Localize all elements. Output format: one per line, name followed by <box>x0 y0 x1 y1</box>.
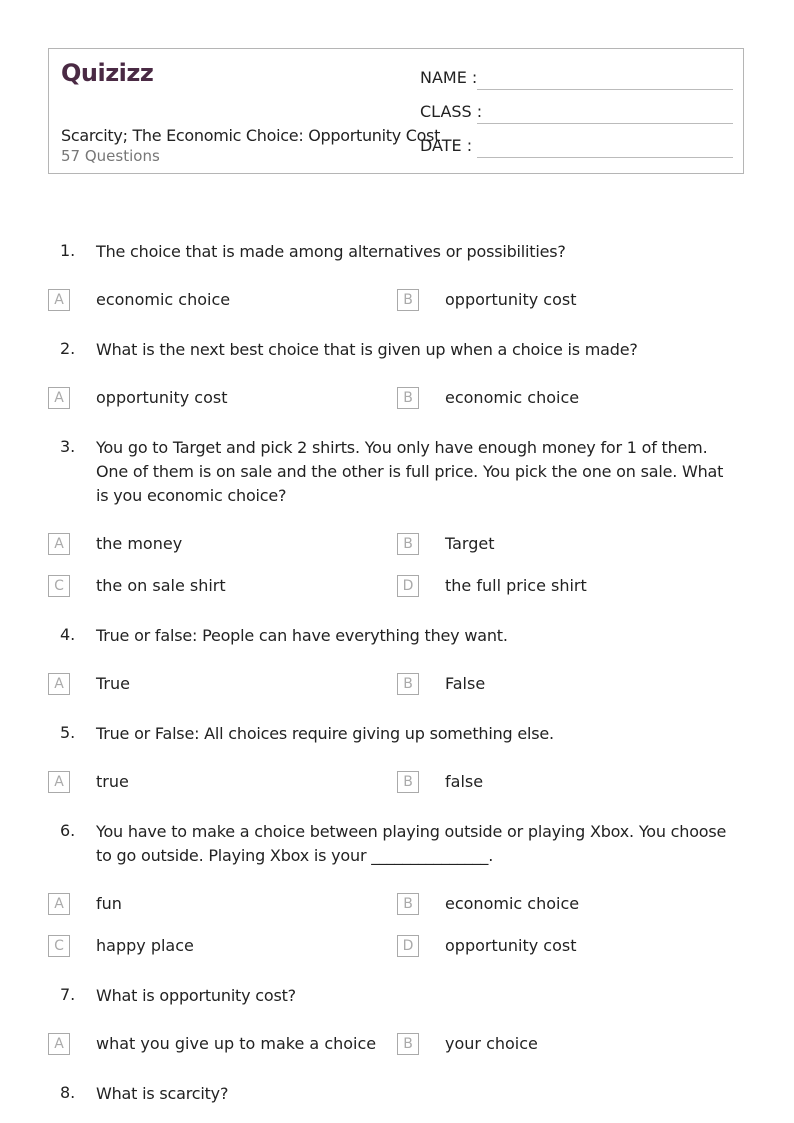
option-box-d[interactable]: D <box>397 935 419 957</box>
option-box-a[interactable]: A <box>48 289 70 311</box>
question-text: What is scarcity? <box>96 1084 229 1103</box>
question-text: What is the next best choice that is given up when a choice is made? <box>96 340 638 359</box>
option-text: opportunity cost <box>445 290 577 309</box>
option-text: the full price shirt <box>445 576 587 595</box>
option-box-b[interactable]: B <box>397 1033 419 1055</box>
option-text: opportunity cost <box>445 936 577 955</box>
question-number: 2. <box>60 339 76 358</box>
option-text: opportunity cost <box>96 388 228 407</box>
question-count: 57 Questions <box>61 147 160 165</box>
question-number: 4. <box>60 625 76 644</box>
option-text: Target <box>445 534 495 553</box>
option-text: fun <box>96 894 122 913</box>
worksheet-header <box>48 48 744 174</box>
option-text: economic choice <box>445 894 580 913</box>
option-box-b[interactable]: B <box>397 289 419 311</box>
option-text: your choice <box>445 1034 538 1053</box>
option-box-a[interactable]: A <box>48 673 70 695</box>
option-box-a[interactable]: A <box>48 533 70 555</box>
question-number: 1. <box>60 241 76 260</box>
option-text: the on sale shirt <box>96 576 226 595</box>
option-box-b[interactable]: B <box>397 893 419 915</box>
question-text: True or false: People can have everything they want. <box>96 626 508 645</box>
class-label: CLASS : <box>420 102 483 121</box>
option-text: happy place <box>96 936 194 955</box>
option-box-a[interactable]: A <box>48 1033 70 1055</box>
option-box-a[interactable]: A <box>48 893 70 915</box>
class-line[interactable] <box>477 123 733 124</box>
option-box-b[interactable]: B <box>397 771 419 793</box>
option-box-b[interactable]: B <box>397 387 419 409</box>
option-text: the money <box>96 534 183 553</box>
question-text: The choice that is made among alternatives or possibilities? <box>96 242 566 261</box>
option-box-c[interactable]: C <box>48 575 70 597</box>
worksheet-title: Scarcity; The Economic Choice: Opportunity Cost <box>61 126 441 145</box>
option-box-d[interactable]: D <box>397 575 419 597</box>
question-number: 5. <box>60 723 76 742</box>
name-line[interactable] <box>477 89 733 90</box>
option-text: True <box>96 674 130 693</box>
option-text: false <box>445 772 484 791</box>
name-label: NAME : <box>420 68 478 87</box>
option-box-a[interactable]: A <box>48 387 70 409</box>
date-label: DATE : <box>420 136 473 155</box>
question-number: 8. <box>60 1083 76 1102</box>
option-box-c[interactable]: C <box>48 935 70 957</box>
option-text: economic choice <box>445 388 580 407</box>
option-text: economic choice <box>96 290 231 309</box>
option-box-b[interactable]: B <box>397 533 419 555</box>
question-text: What is opportunity cost? <box>96 986 296 1005</box>
option-text: False <box>445 674 486 693</box>
question-number: 6. <box>60 821 76 840</box>
option-box-a[interactable]: A <box>48 771 70 793</box>
question-number: 7. <box>60 985 76 1004</box>
option-text: what you give up to make a choice <box>96 1034 377 1053</box>
question-text: You have to make a choice between playing outside or playing Xbox. You choose to go outside. Playing Xbox is your _______________. <box>96 822 727 865</box>
question-text: True or False: All choices require giving up something else. <box>96 724 554 743</box>
question-number: 3. <box>60 437 76 456</box>
date-line[interactable] <box>477 157 733 158</box>
option-text: true <box>96 772 129 791</box>
option-box-b[interactable]: B <box>397 673 419 695</box>
question-text: You go to Target and pick 2 shirts. You only have enough money for 1 of them. One of them is on sale and the other is full price. You pick the one on sale. What is you economic choice? <box>96 438 724 505</box>
quizizz-logo: Quizizz <box>61 59 154 87</box>
